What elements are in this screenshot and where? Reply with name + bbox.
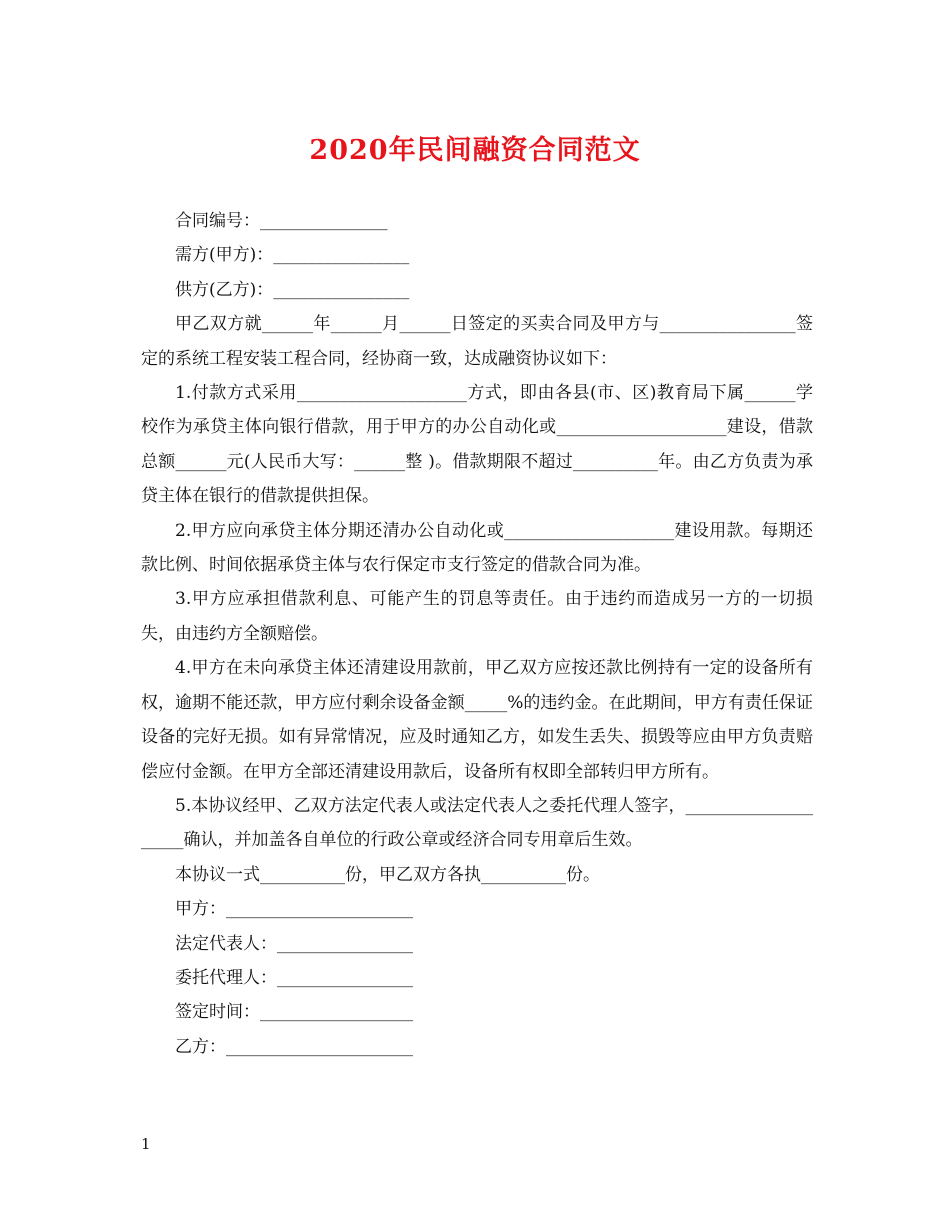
clause-3-paragraph: 3.甲方应承担借款利息、可能产生的罚息等责任。由于违约而造成另一方的一切损失，由违约方全额赔偿。: [141, 589, 813, 644]
legal-representative-line: 法定代表人：________________: [175, 933, 413, 954]
signing-date-line: 签定时间：__________________: [175, 1002, 413, 1023]
party-a-signature-line: 甲方：______________________: [175, 899, 413, 920]
preamble-paragraph: 甲乙双方就______年______月______日签定的买卖合同及甲方与________________签定的系统工程安装工程合同，经协商一致，达成融资协议如下：: [141, 314, 813, 369]
party-b-signature-line: 乙方：______________________: [175, 1036, 413, 1057]
clause-2-paragraph: 2.甲方应向承贷主体分期还清办公自动化或____________________建设用款。每期还款比例、时间依据承贷主体与农行保定市支行签定的借款合同为准。: [141, 520, 813, 576]
document-title: 2020年民间融资合同范文: [309, 135, 641, 166]
clause-5-paragraph: 5.本协议经甲、乙双方法定代表人或法定代表人之委托代理人签字，____________________确认，并加盖各自单位的行政公章或经济合同专用章后生效。: [141, 795, 813, 851]
clause-1-paragraph: 1.付款方式采用____________________方式，即由各县(市、区)教育局下属______学校作为承贷主体向银行借款，用于甲方的办公自动化或____________________建设，借款总额______元(人民币大写：______整 )。借款期限不超过__________年。由乙方负责为承贷主体在银行的借款提供担保。: [141, 383, 813, 507]
supplier-party-b-line: 供方(乙方)：________________: [175, 279, 410, 300]
page-number: 1: [141, 1135, 151, 1153]
authorized-agent-line: 委托代理人：________________: [175, 967, 413, 988]
contract-number-line: 合同编号：_______________: [175, 211, 388, 231]
copies-line: 本协议一式__________份，甲乙双方各执__________份。: [175, 864, 600, 885]
clause-4-paragraph: 4.甲方在未向承贷主体还清建设用款前，甲乙双方应按还款比例持有一定的设备所有权，逾期不能还款，甲方应付剩余设备金额_____%的违约金。在此期间，甲方有责任保证设备的完好无损。如有异常情况，应及时通知乙方，如发生丢失、损毁等应由甲方负责赔偿应付金额。在甲方全部还清建设用款后，设备所有权即全部转归甲方所有。: [141, 658, 813, 782]
buyer-party-a-line: 需方(甲方)：________________: [175, 245, 410, 266]
document-body: [141, 204, 813, 1064]
